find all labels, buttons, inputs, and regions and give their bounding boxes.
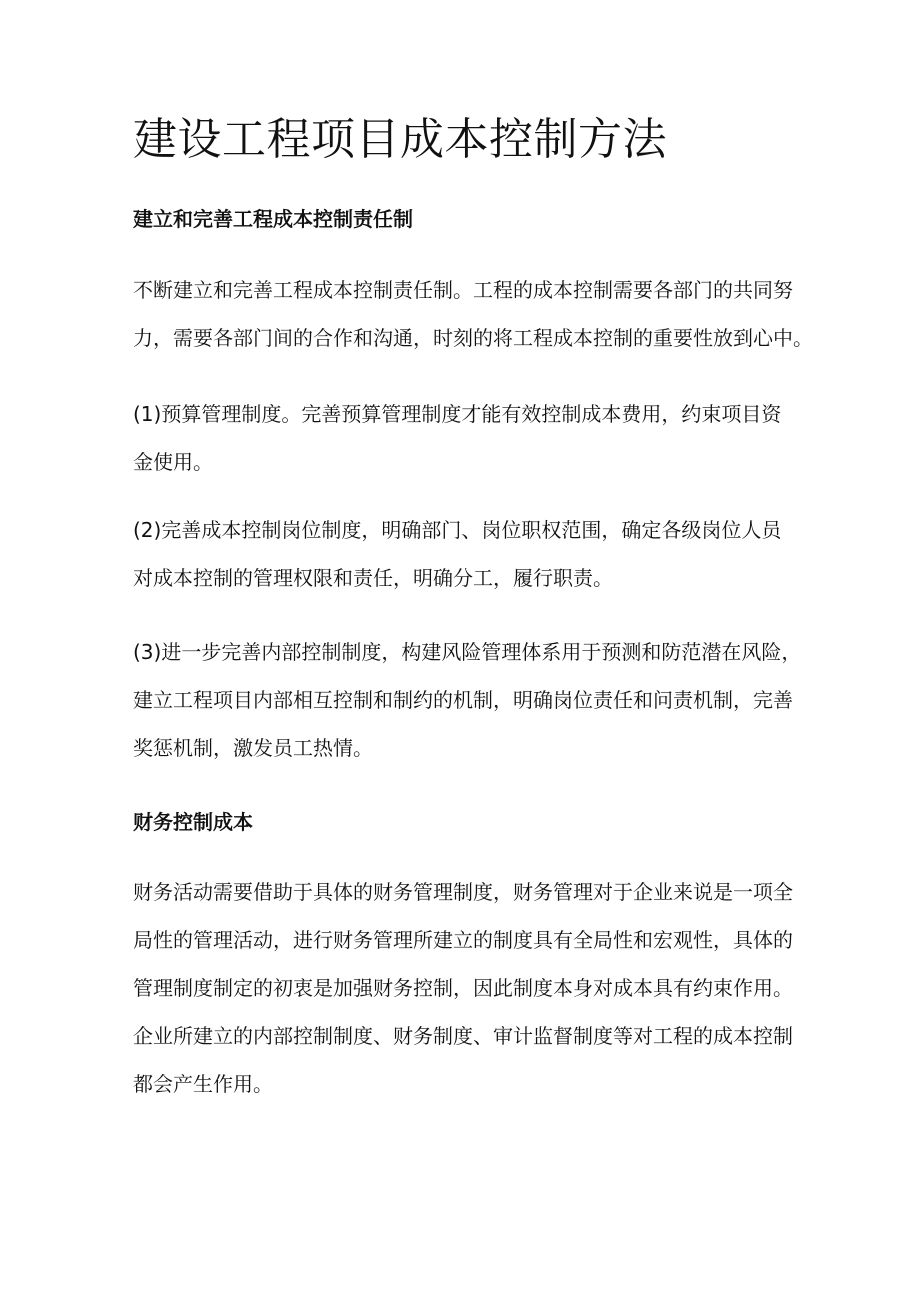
paragraph-finance — [133, 868, 801, 1108]
paragraph-item-3 — [133, 628, 801, 772]
paragraph-line: 管理制度制定的初衷是加强财务控制，因此制度本身对成本具有约束作用。 — [133, 976, 793, 1000]
paragraph-item-2 — [133, 506, 801, 602]
paragraph-line: 金使用。 — [133, 450, 213, 474]
paragraph-line: 财务活动需要借助于具体的财务管理制度，财务管理对于企业来说是一项全 — [133, 880, 793, 904]
paragraph-intro — [133, 266, 813, 362]
paragraph-line: (3)进一步完善内部控制制度，构建风险管理体系用于预测和防范潜在风险， — [133, 640, 802, 664]
paragraph-line: 都会产生作用。 — [133, 1072, 273, 1096]
section-heading-responsibility: 建立和完善工程成本控制责任制 — [133, 207, 413, 231]
paragraph-line: 对成本控制的管理权限和责任，明确分工，履行职责。 — [133, 566, 613, 590]
paragraph-line: 奖惩机制，激发员工热情。 — [133, 736, 373, 760]
document-title: 建设工程项目成本控制方法 — [133, 114, 667, 165]
paragraph-line: 不断建立和完善工程成本控制责任制。工程的成本控制需要各部门的共同努 — [133, 278, 793, 302]
paragraph-line: 企业所建立的内部控制制度、财务制度、审计监督制度等对工程的成本控制 — [133, 1024, 793, 1048]
paragraph-line: 局性的管理活动，进行财务管理所建立的制度具有全局性和宏观性，具体的 — [133, 928, 793, 952]
paragraph-line: 力，需要各部门间的合作和沟通，时刻的将工程成本控制的重要性放到心中。 — [133, 326, 813, 350]
paragraph-line: 建立工程项目内部相互控制和制约的机制，明确岗位责任和问责机制，完善 — [133, 688, 793, 712]
paragraph-line: (1)预算管理制度。完善预算管理制度才能有效控制成本费用，约束项目资 — [133, 402, 782, 426]
paragraph-item-1 — [133, 390, 801, 486]
section-heading-finance: 财务控制成本 — [133, 810, 253, 834]
paragraph-line: (2)完善成本控制岗位制度，明确部门、岗位职权范围，确定各级岗位人员 — [133, 518, 782, 542]
